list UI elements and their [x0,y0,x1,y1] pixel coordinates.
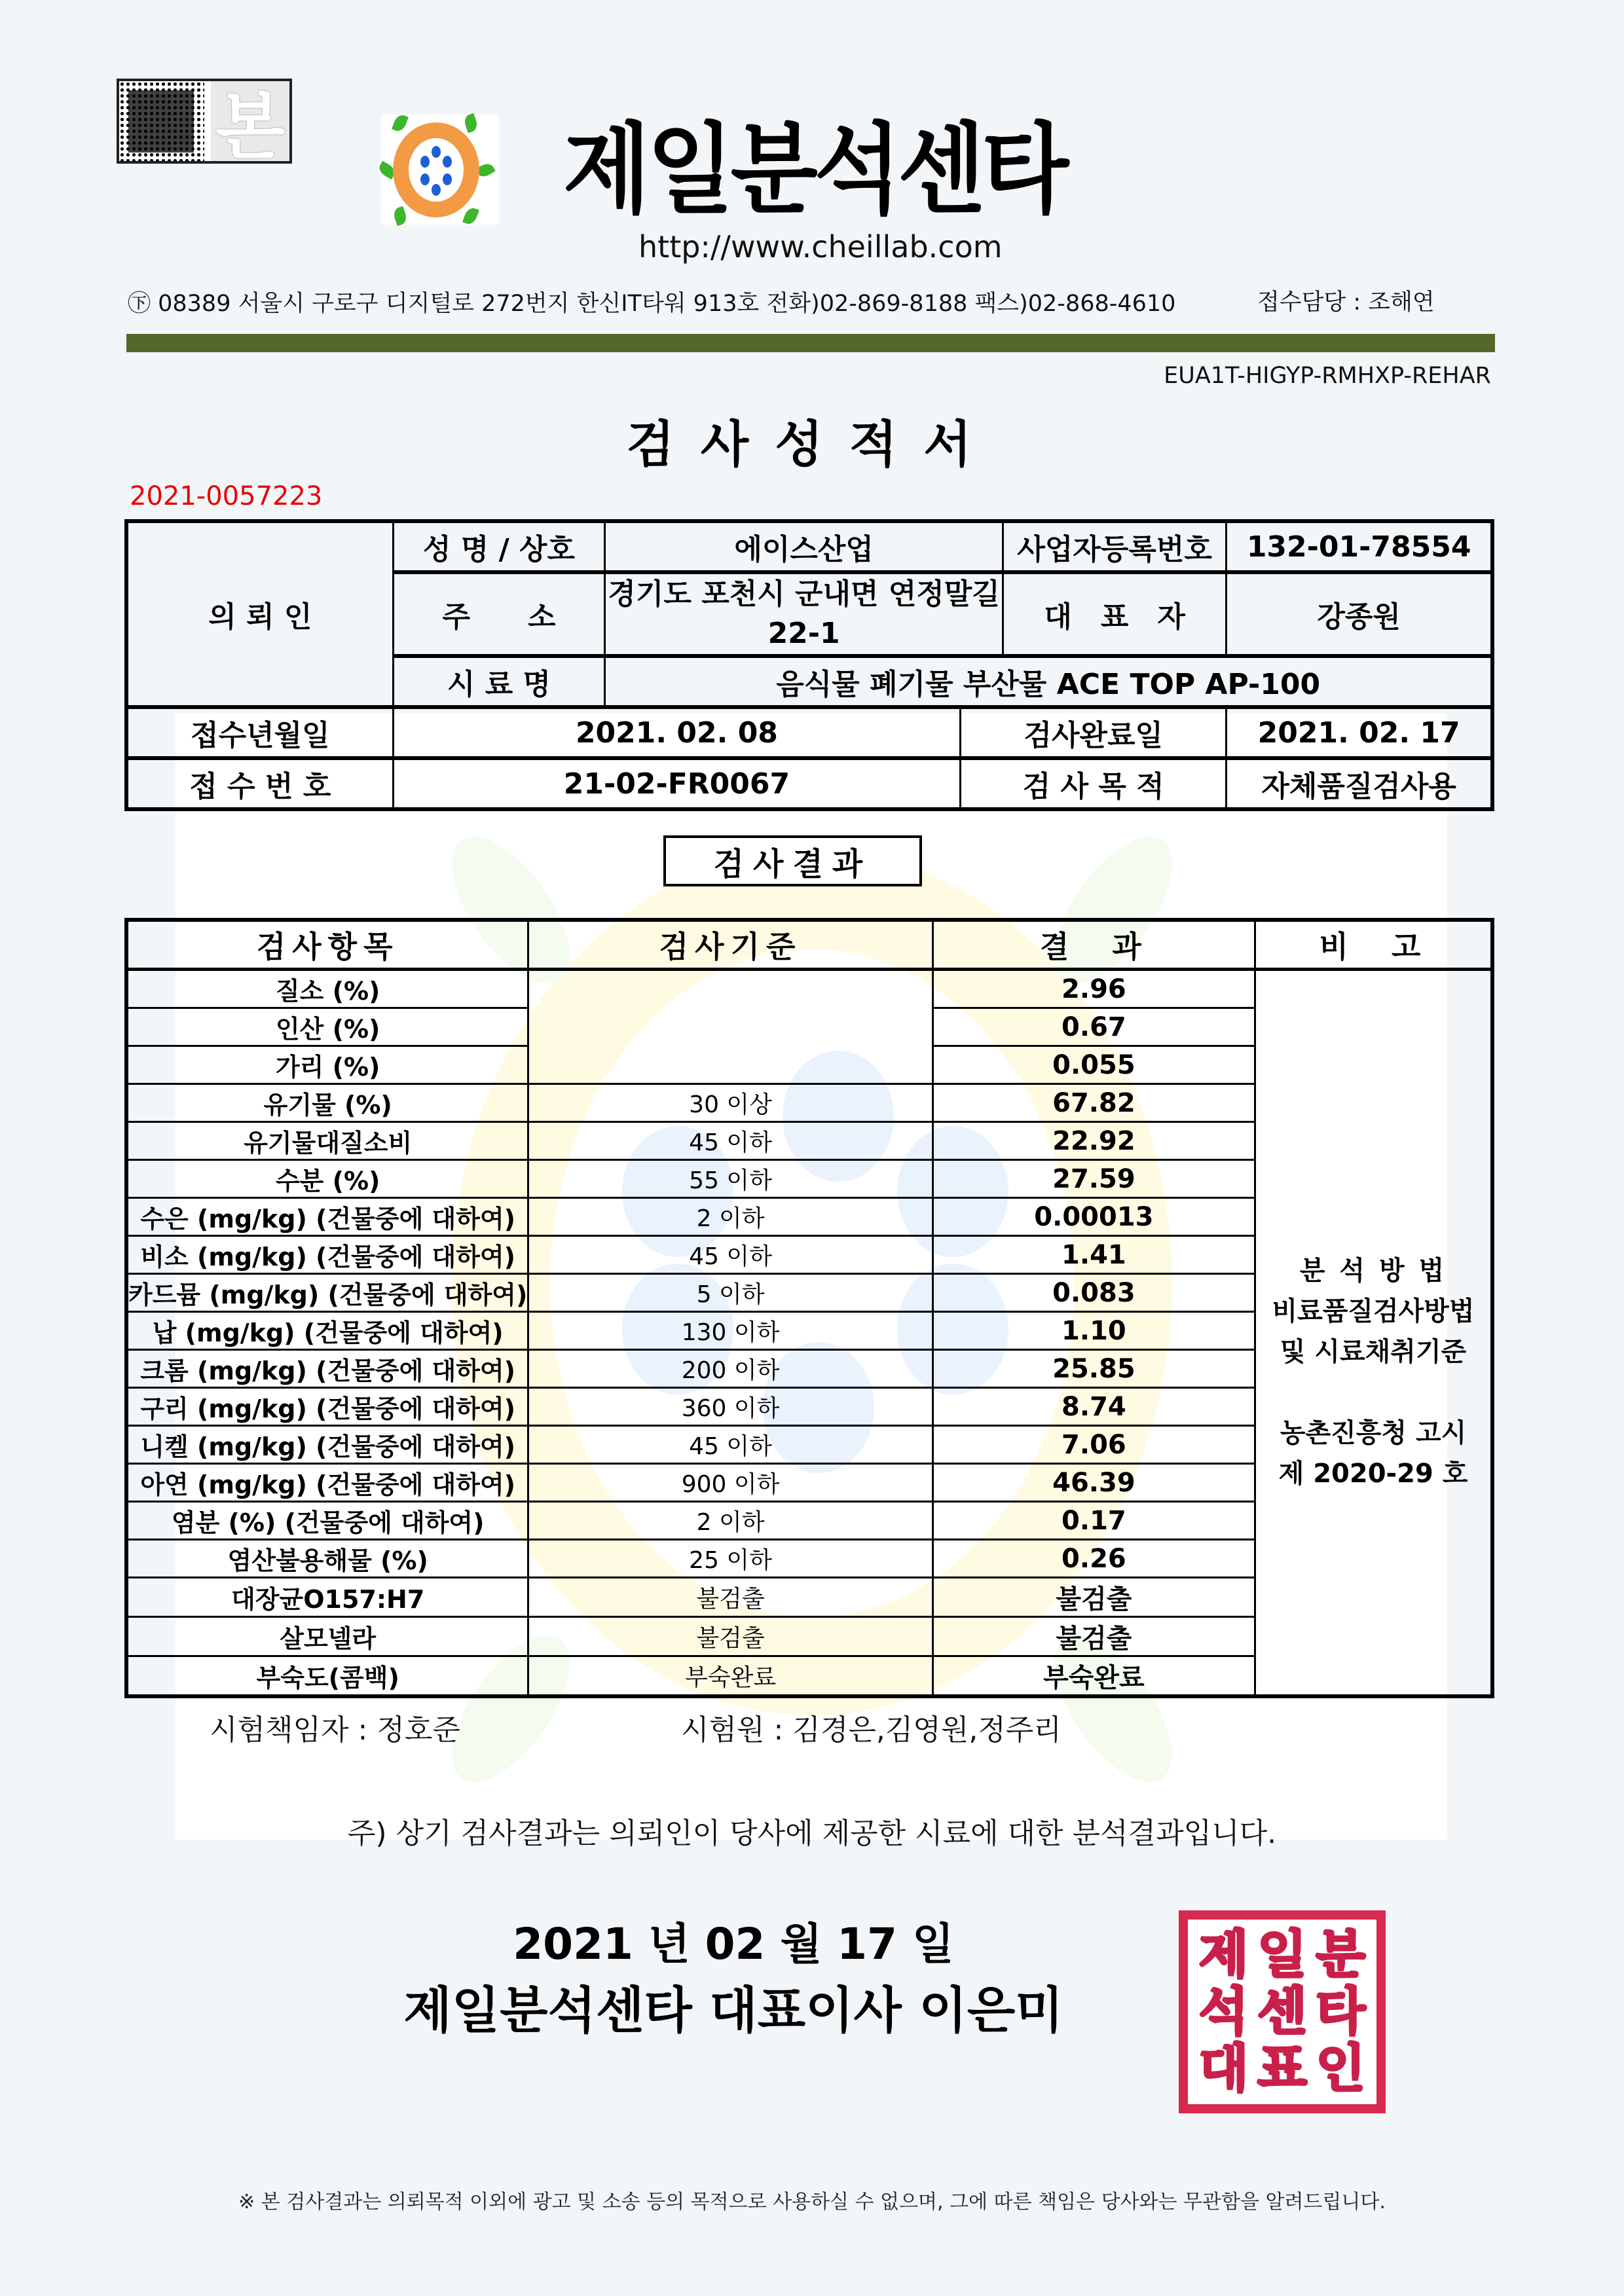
address-line-1: 경기도 포천시 군내면 연정말길 [608,577,1000,611]
address-line-2: 22-1 [767,617,840,650]
item-cell: 부숙도(콤백) [126,1656,528,1697]
item-cell: 인산 (%) [126,1008,528,1046]
company-address: ㊦ 08389 서울시 구로구 디지털로 272번지 한신IT타워 913호 전화)02-869-8188 팩스)02-868-4610 [128,291,1176,317]
standard-cell: 부숙완료 [528,1656,932,1697]
item-cell: 염분 (%) (건물중에 대하여) [126,1502,528,1540]
note-line-2: 비료품질검사방법 [1272,1296,1475,1326]
result-cell: 0.26 [932,1540,1255,1578]
item-cell: 아연 (mg/kg) (건물중에 대하여) [126,1464,528,1502]
company-seal-icon [1179,1910,1386,2113]
standard-cell: 불검출 [528,1578,932,1617]
report-number: 2021-0057223 [130,481,323,511]
results-table [124,918,1494,1698]
representative-value: 강종원 [1227,572,1492,656]
results-heading: 검사결과 [663,835,922,886]
standard-cell: 2 이하 [528,1502,932,1540]
purpose-label: 검 사 목 적 [961,758,1227,809]
item-cell: 질소 (%) [126,970,528,1008]
result-cell: 불검출 [932,1578,1255,1617]
result-cell: 25.85 [932,1350,1255,1388]
result-cell: 0.67 [932,1008,1255,1046]
client-section-label: 의 뢰 인 [126,521,393,707]
item-cell: 비소 (mg/kg) (건물중에 대하여) [126,1236,528,1274]
item-cell: 수분 (%) [126,1160,528,1198]
standard-cell: 360 이하 [528,1388,932,1426]
received-date-value: 2021. 02. 08 [393,707,961,758]
result-cell: 2.96 [932,970,1255,1008]
result-cell: 1.41 [932,1236,1255,1274]
result-cell: 0.17 [932,1502,1255,1540]
standard-cell: 45 이하 [528,1122,932,1160]
item-cell: 대장균O157:H7 [126,1578,528,1617]
testers: 시험원 : 김경은,김영원,정주리 [681,1713,1061,1747]
item-cell: 살모넬라 [126,1617,528,1656]
brand-title: 제일분석센타 [563,113,1065,227]
receipt-number-value: 21-02-FR0067 [393,758,961,809]
table-row [126,970,1492,1008]
standard-cell: 130 이하 [528,1312,932,1350]
original-copy-badge [117,79,292,164]
item-cell: 구리 (mg/kg) (건물중에 대하여) [126,1388,528,1426]
item-cell: 가리 (%) [126,1046,528,1084]
receiver-name: 접수담당 : 조해연 [1257,289,1435,316]
completed-date-label: 검사완료일 [961,707,1227,758]
result-cell: 0.00013 [932,1198,1255,1236]
result-cell: 0.055 [932,1046,1255,1084]
result-cell: 부숙완료 [932,1656,1255,1697]
seal-char: 석 [1198,1981,1249,2041]
column-header-standard: 검사기준 [528,920,932,970]
seal-char: 표 [1257,2039,1307,2099]
disclaimer: ※ 본 검사결과는 의뢰목적 이외에 광고 및 소송 등의 목적으로 사용하실 수 없으며, 그에 따른 책임은 당사와는 무관함을 알려드립니다. [238,2191,1386,2214]
result-cell: 27.59 [932,1160,1255,1198]
standard-cell [528,970,932,1084]
chief-tester: 시험책임자 : 정호준 [210,1713,460,1747]
seal-char: 센 [1257,1981,1307,2041]
result-cell: 22.92 [932,1122,1255,1160]
name-value: 에이스산업 [605,521,1003,572]
address-label: 주 소 [393,572,605,656]
seal-char: 타 [1316,1981,1365,2041]
item-cell: 니켈 (mg/kg) (건물중에 대하여) [126,1426,528,1464]
column-header-result: 결 과 [932,920,1255,970]
note-line-3: 및 시료채취기준 [1280,1336,1467,1367]
seal-char: 일 [1257,1924,1307,1984]
name-label: 성 명 / 상호 [393,521,605,572]
result-cell: 8.74 [932,1388,1255,1426]
note-line-5: 제 2020-29 호 [1278,1458,1468,1489]
note-cell [1255,970,1492,1697]
seal-char: 인 [1316,2039,1365,2099]
standard-cell: 25 이하 [528,1540,932,1578]
badge-glyph: 본 [211,81,289,161]
standard-cell: 불검출 [528,1617,932,1656]
standard-cell: 5 이하 [528,1274,932,1312]
footnote: 주) 상기 검사결과는 의뢰인이 당사에 제공한 시료에 대한 분석결과입니다. [347,1817,1277,1850]
standard-cell: 2 이하 [528,1198,932,1236]
website-link[interactable]: http://www.cheillab.com [638,229,1003,264]
purpose-value: 자체품질검사용 [1227,758,1492,809]
sample-value: 음식물 폐기물 부산물 ACE TOP AP-100 [605,656,1492,707]
item-cell: 유기물대질소비 [126,1122,528,1160]
standard-cell: 200 이하 [528,1350,932,1388]
seal-char: 대 [1198,2039,1249,2099]
note-line-4: 농촌진흥청 고시 [1280,1417,1467,1448]
item-cell: 납 (mg/kg) (건물중에 대하여) [126,1312,528,1350]
company-logo-icon [381,115,499,225]
standard-cell: 45 이하 [528,1236,932,1274]
result-cell: 46.39 [932,1464,1255,1502]
dot-pattern-icon [119,81,204,161]
result-cell: 불검출 [932,1617,1255,1656]
sample-label: 시 료 명 [393,656,605,707]
note-line-1: 분 석 방 법 [1299,1255,1447,1286]
representative-label: 대 표 자 [1003,572,1226,656]
received-date-label: 접수년월일 [126,707,393,758]
standard-cell: 55 이하 [528,1160,932,1198]
column-header-note: 비 고 [1255,920,1492,970]
client-info-table [124,519,1494,811]
result-cell: 1.10 [932,1312,1255,1350]
header-divider [126,334,1495,352]
bizno-value: 132-01-78554 [1227,521,1492,572]
bizno-label: 사업자등록번호 [1003,521,1226,572]
standard-cell: 45 이하 [528,1426,932,1464]
signer-name: 제일분석센타 대표이사 이은미 [403,1981,1063,2039]
seal-char: 분 [1316,1924,1365,1984]
standard-cell: 900 이하 [528,1464,932,1502]
result-cell: 0.083 [932,1274,1255,1312]
item-cell: 염산불용해물 (%) [126,1540,528,1578]
column-header-item: 검사항목 [126,920,528,970]
document-title: 검사성적서 [626,415,998,473]
completed-date-value: 2021. 02. 17 [1227,707,1492,758]
document-verification-code: EUA1T-HIGYP-RMHXP-REHAR [1164,363,1491,389]
standard-cell: 30 이상 [528,1084,932,1122]
seal-char: 제 [1198,1924,1249,1984]
result-cell: 7.06 [932,1426,1255,1464]
item-cell: 카드뮴 (mg/kg) (건물중에 대하여) [126,1274,528,1312]
signature-date: 2021 년 02 월 17 일 [513,1919,954,1969]
item-cell: 유기물 (%) [126,1084,528,1122]
address-value [605,572,1003,656]
result-cell: 67.82 [932,1084,1255,1122]
receipt-number-label: 접 수 번 호 [126,758,393,809]
item-cell: 크롬 (mg/kg) (건물중에 대하여) [126,1350,528,1388]
item-cell: 수은 (mg/kg) (건물중에 대하여) [126,1198,528,1236]
